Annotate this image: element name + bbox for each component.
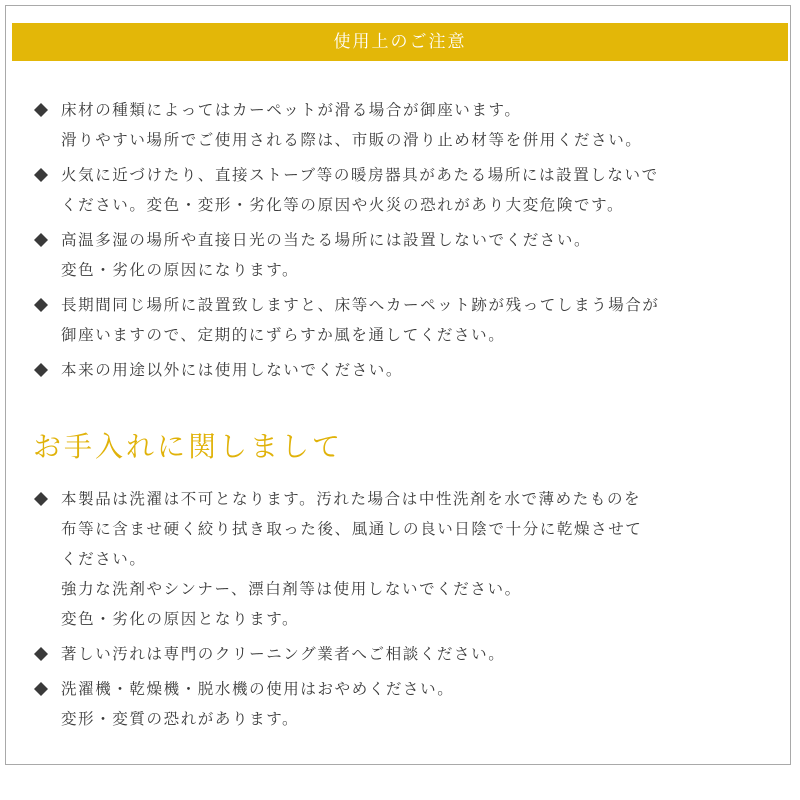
diamond-icon <box>33 297 49 313</box>
header-bar <box>12 23 788 61</box>
item-text: 火気に近づけたり、直接ストーブ等の暖房器具があたる場所には設置しないで <box>61 166 659 184</box>
item-text: 洗濯機・乾燥機・脱水機の使用はおやめください。 <box>61 680 455 698</box>
item-text: 布等に含ませ硬く絞り拭き取った後、風通しの良い日陰で十分に乾燥させて <box>61 520 643 538</box>
page-title: 使用上のご注意 <box>333 32 467 52</box>
item-text: 御座いますので、定期的にずらすか風を通してください。 <box>61 326 506 344</box>
list-item <box>32 290 782 350</box>
list-item <box>32 225 782 285</box>
item-text: 長期間同じ場所に設置致しますと、床等へカーペット跡が残ってしまう場合が <box>61 296 660 314</box>
list-item <box>32 674 782 734</box>
diamond-icon <box>33 681 49 697</box>
list-item <box>32 95 782 155</box>
item-text: 本来の用途以外には使用しないでください。 <box>61 361 404 379</box>
care-list <box>32 484 782 739</box>
diamond-icon <box>33 646 49 662</box>
list-item <box>32 639 782 669</box>
list-item <box>32 355 782 385</box>
item-text: 床材の種類によってはカーペットが滑る場合が御座います。 <box>61 101 522 119</box>
list-item <box>32 160 782 220</box>
item-text: 変形・変質の恐れがあります。 <box>61 710 300 728</box>
diamond-icon <box>33 102 49 118</box>
item-text: 高温多湿の場所や直接日光の当たる場所には設置しないでください。 <box>61 231 592 249</box>
list-item <box>32 484 782 634</box>
diamond-icon <box>33 232 49 248</box>
item-text: 滑りやすい場所でご使用される際は、市販の滑り止め材等を併用ください。 <box>61 131 643 149</box>
item-text: 著しい汚れは専門のクリーニング業者へご相談ください。 <box>61 645 506 663</box>
item-text: 変色・劣化の原因となります。 <box>61 610 300 628</box>
care-section-title: お手入れに関しまして <box>33 430 344 463</box>
item-text: 本製品は洗濯は不可となります。汚れた場合は中性洗剤を水で薄めたものを <box>61 490 642 508</box>
diamond-icon <box>33 491 49 507</box>
diamond-icon <box>33 362 49 378</box>
caution-list <box>32 95 782 390</box>
item-text: ください。変色・変形・劣化等の原因や火災の恐れがあり大変危険です。 <box>61 196 625 214</box>
item-text: 強力な洗剤やシンナー、漂白剤等は使用しないでください。 <box>61 580 522 598</box>
item-text: 変色・劣化の原因になります。 <box>61 261 300 279</box>
diamond-icon <box>33 167 49 183</box>
item-text: ください。 <box>61 550 147 568</box>
